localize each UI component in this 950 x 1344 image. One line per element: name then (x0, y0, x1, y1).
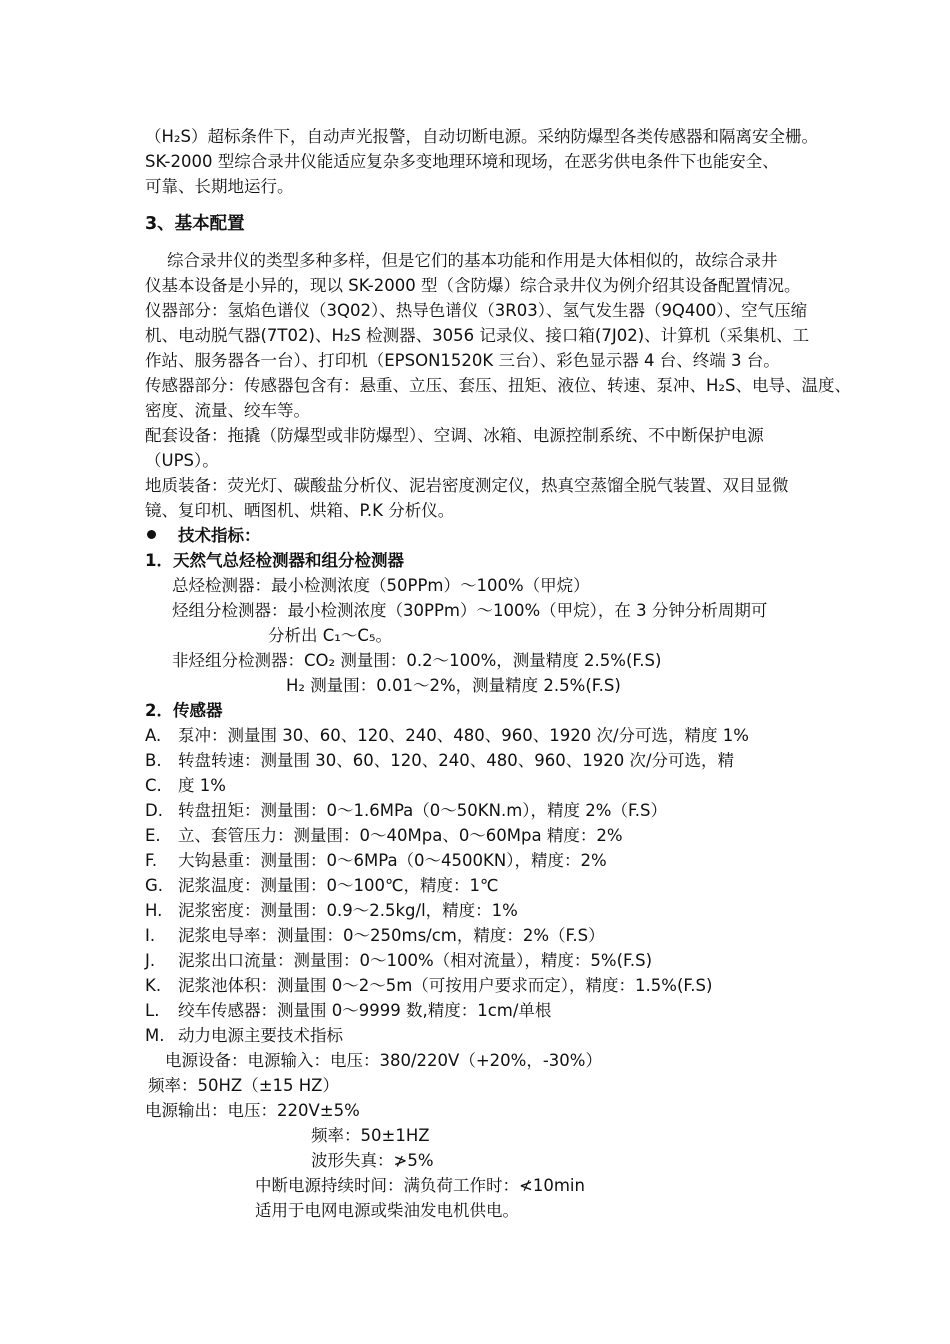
intro-line-2: SK-2000 型综合录井仪能适应复杂多变地理环境和现场，在恶劣供电条件下也能安全、 (145, 152, 779, 171)
list-item (145, 874, 499, 898)
list-item-key: D. (145, 801, 163, 820)
list-item (145, 924, 605, 948)
list-item-key: C. (145, 776, 162, 795)
list-item (145, 899, 518, 923)
power-spec-line: 电源输出：电压：220V±5% (145, 1101, 360, 1120)
list-item-text: 泥浆电导率：测量围：0～250ms/cm，精度：2%（F.S） (178, 926, 605, 945)
power-spec-line: 适用于电网电源或柴油发电机供电。 (255, 1201, 519, 1220)
list-item-text: 大钩悬重：测量围：0～6MPa（0～4500KN），精度：2% (178, 851, 607, 870)
list-item-key: L. (145, 1001, 160, 1020)
section-heading: 3、基本配置 (145, 214, 245, 234)
list-item-text: 泥浆池体积：测量围 0～2～5m（可按用户要求而定），精度：1.5%(F.S) (178, 976, 713, 995)
list-item-text: 转盘扭矩：测量围：0～1.6MPa（0～50KN.m），精度 2%（F.S） (178, 801, 667, 820)
list-item-key: F. (145, 851, 158, 870)
list-item-text: 动力电源主要技术指标 (178, 1026, 343, 1045)
intro-line-3: 可靠、长期地运行。 (145, 177, 294, 196)
spec-2-title: 2．传感器 (145, 701, 223, 720)
spec-1-title: 1．天然气总烃检测器和组分检测器 (145, 551, 404, 570)
power-spec-line: 电源设备：电源输入：电压：380/220V（+20%，-30%） (165, 1051, 602, 1070)
spec-1-line: 总烃检测器：最小检测浓度（50PPm）～100%（甲烷） (172, 576, 590, 595)
list-item-key: A. (145, 726, 162, 745)
bullet-icon (147, 530, 156, 539)
list-item-text: 泥浆出口流量：测量围：0～100%（相对流量），精度：5%(F.S) (178, 951, 653, 970)
config-paragraph-line: 仪基本设备是小异的，现以 SK-2000 型（含防爆）综合录井仪为例介绍其设备配置情况。 (145, 276, 801, 295)
geology-equipment-line: 地质装备：荧光灯、碳酸盐分析仪、泥岩密度测定仪，热真空蒸馏全脱气装置、双目显微 (145, 476, 789, 495)
list-item (145, 824, 623, 848)
list-item-text: 泥浆温度：测量围：0～100℃，精度：1℃ (178, 876, 499, 895)
geology-equipment-line: 镜、复印机、晒图机、烘箱、P.K 分析仪。 (145, 501, 455, 520)
list-item-text: 转盘转速：测量围 30、60、120、240、480、960、1920 次/分可选，精 (178, 751, 735, 770)
config-paragraph-line: 综合录井仪的类型多种多样，但是它们的基本功能和作用是大体相似的，故综合录井 (167, 251, 778, 270)
tech-specs-title: 技术指标： (178, 526, 261, 545)
list-item-key: B. (145, 751, 162, 770)
list-item-key: M. (145, 1026, 165, 1045)
power-spec-line: 频率：50±1HZ (311, 1126, 430, 1145)
list-item (145, 774, 226, 798)
list-item (145, 1024, 343, 1048)
sensors-line: 密度、流量、绞车等。 (145, 401, 310, 420)
auxiliary-equipment-line: 配套设备：拖撬（防爆型或非防爆型）、空调、冰箱、电源控制系统、不中断保护电源 (145, 426, 764, 445)
list-item (145, 799, 667, 823)
instruments-line: 仪器部分：氢焰色谱仪（3Q02）、热导色谱仪（3R03）、氢气发生器（9Q400）、空气压缩 (145, 301, 808, 320)
list-item (145, 724, 749, 748)
intro-line-1: （H₂S）超标条件下，自动声光报警，自动切断电源。采纳防爆型各类传感器和隔离安全栅。 (145, 127, 818, 146)
list-item-key: H. (145, 901, 163, 920)
power-spec-line: 中断电源持续时间：满负荷工作时：≮10min (255, 1176, 585, 1195)
list-item (145, 749, 734, 773)
power-spec-line: 频率：50HZ（±15 HZ） (148, 1076, 339, 1095)
list-item (145, 949, 652, 973)
spec-1-line: 分析出 C₁～C₅。 (268, 626, 393, 645)
spec-1-line: 烃组分检测器：最小检测浓度（30PPm）～100%（甲烷），在 3 分钟分析周期可 (172, 601, 768, 620)
list-item (145, 849, 607, 873)
list-item-text: 绞车传感器：测量围 0～9999 数,精度：1cm/单根 (178, 1001, 552, 1020)
list-item-key: G. (145, 876, 164, 895)
spec-1-line: 非烃组分检测器：CO₂ 测量围：0.2～100%，测量精度 2.5%(F.S) (172, 651, 662, 670)
instruments-line: 机、电动脱气器(7T02)、H₂S 检测器、3056 记录仪、接口箱(7J02)、计算机（采集机、工 (145, 326, 810, 345)
list-item (145, 999, 551, 1023)
list-item-text: 立、套管压力：测量围：0～40Mpa、0～60Mpa 精度：2% (178, 826, 623, 845)
list-item-text: 泵冲：测量围 30、60、120、240、480、960、1920 次/分可选，精度 1% (178, 726, 749, 745)
instruments-line: 作站、服务器各一台）、打印机（EPSON1520K 三台）、彩色显示器 4 台、终端 3 台。 (145, 351, 780, 370)
list-item-key: K. (145, 976, 162, 995)
list-item-key: E. (145, 826, 161, 845)
list-item-key: J. (145, 951, 156, 970)
sensors-line: 传感器部分：传感器包含有：悬重、立压、套压、扭矩、液位、转速、泵冲、H₂S、电导、温度、 (145, 376, 851, 395)
list-item-text: 度 1% (178, 776, 226, 795)
list-item-key: I. (145, 926, 156, 945)
list-item (145, 974, 712, 998)
list-item-text: 泥浆密度：测量围：0.9～2.5kg/l，精度：1% (178, 901, 518, 920)
auxiliary-equipment-line: （UPS）。 (145, 451, 219, 470)
spec-1-line: H₂ 测量围：0.01～2%，测量精度 2.5%(F.S) (286, 676, 621, 695)
power-spec-line: 波形失真：≯5% (311, 1151, 434, 1170)
